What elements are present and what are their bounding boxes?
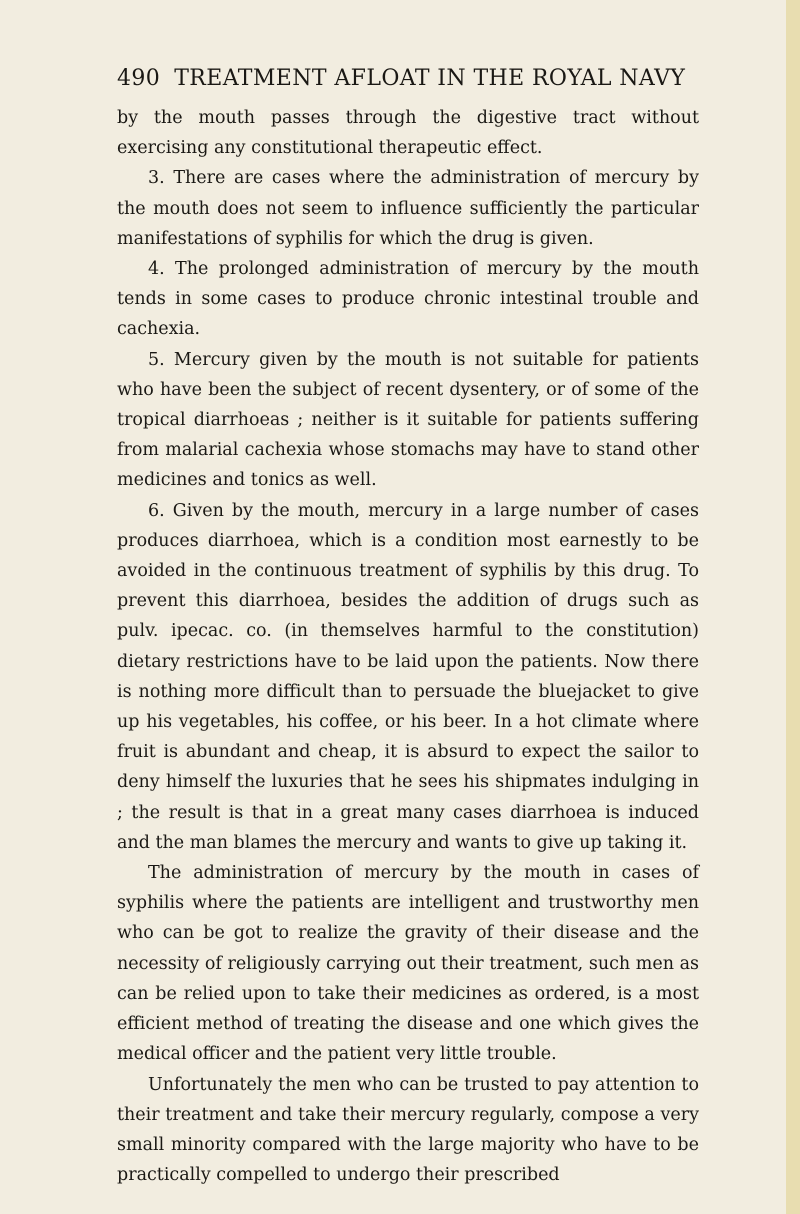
paragraph-continuation: by the mouth passes through the digestive tract without exercising any constitutional therapeutic effect.: [117, 108, 699, 159]
paragraph-oral-administration: The administration of mercury by the mouth in cases of syphilis where the patients are intelligent and trustworthy men who can be got to realize the gravity of their disease and the necessity of religiously carrying out their treatment, such men as can be relied upon to take their medicines as ordered, is a most efficient method of treating the disease and one which gives the medical officer and the patient very little trouble.: [117, 863, 699, 1065]
running-title: TREATMENT AFLOAT IN THE ROYAL NAVY: [174, 66, 686, 91]
paragraph-point-4: 4. The prolonged administration of mercury by the mouth tends in some cases to produce chronic intestinal trouble and cachexia.: [117, 259, 699, 340]
running-header: [117, 66, 699, 91]
page-number: 490: [117, 66, 161, 91]
paragraph-point-5: 5. Mercury given by the mouth is not suitable for patients who have been the subject of recent dysentery, or of some of the tropical diarrhoeas ; neither is it suitable for patients suffering from malarial cachexia whose stomachs may have to stand other medicines and tonics as well.: [117, 349, 699, 491]
body-text: [117, 103, 699, 1190]
paragraph-point-6: 6. Given by the mouth, mercury in a large number of cases produces diarrhoea, which is a condition most earnestly to be avoided in the continuous treatment of syphilis by this drug. To prevent this diarrhoea, besides the addition of drugs such as pulv. ipecac. co. (in themselves harmful to the constitution) dietary restrictions have to be laid upon the patients. Now there is nothing more difficult than to persuade the bluejacket to give up his vegetables, his coffee, or his beer. In a hot climate where fruit is abundant and cheap, it is absurd to expect the sailor to deny himself the luxuries that he sees his shipmates indulging in ; the result is that in a great many cases diarrhoea is induced and the man blames the mercury and wants to give up taking it.: [117, 500, 699, 853]
paragraph-point-3: 3. There are cases where the administration of mercury by the mouth does not seem to influence sufficiently the particular manifestations of syphilis for which the drug is given.: [117, 168, 699, 249]
page-edge: [786, 0, 800, 1214]
paragraph-unfortunately: Unfortunately the men who can be trusted to pay attention to their treatment and take their mercury regularly, compose a very small minority compared with the large majority who have to be practically compelled to undergo their prescribed: [117, 1074, 699, 1186]
